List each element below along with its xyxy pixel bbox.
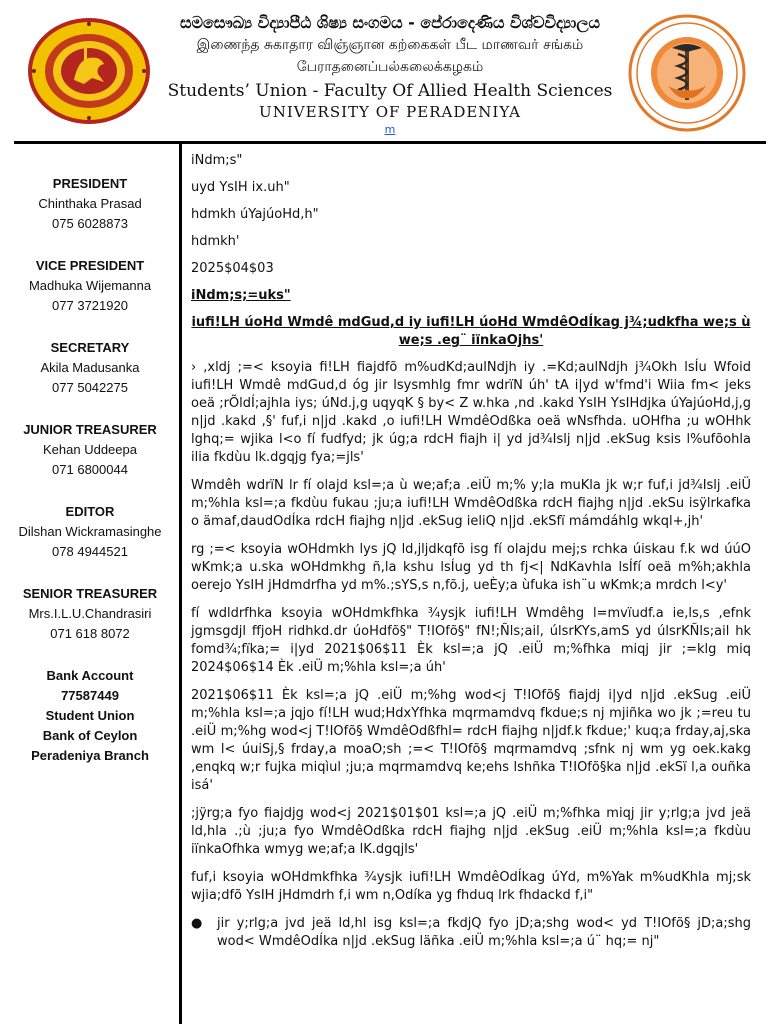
letterhead-link[interactable]: m (384, 123, 396, 136)
officer-name: Kehan Uddeepa (43, 442, 137, 457)
officer-role: PRESIDENT (52, 176, 128, 191)
list-item (191, 915, 751, 951)
list-item-text: jir y;rlg;a jvd jeä ld,hl isg ksl=;a fkdjQ fyo jD;a;shg wod< yd T!IOfõ§ jD;a;shg wod< WmdêOdÍka n|jd .ekSug läñka .eiÜ m;%hla ksl=;a ú¨ hq;= nj" (217, 916, 751, 949)
letterhead-titles (160, 12, 620, 138)
officer-role: EDITOR (65, 504, 115, 519)
body-paragraph: ;jÿrg;a fyo fiajdjg wod<j 2021$01$01 ksl=;a jQ .eiÜ m;%fhka miqj jir y;rlg;a jvd jeä ld,hla .;ù ;ju;a fyo WmdêOdßka rdcH fiajhg n|jd .ekSug .eiÜ m;%hla ksl=;a fkdùu iïnkaOfhka wmyg we;af;a lK.dgqjls' (191, 806, 751, 857)
officer-name: Dilshan Wickramasinghe (18, 524, 162, 539)
officer-role: JUNIOR TREASURER (23, 422, 157, 437)
officer-secretary (0, 338, 180, 398)
body-paragraph: Wmdêh wdrïN lr fí olajd ksl=;a ù we;af;a .eiÜ m;% y;la muKla jk w;r fuf,i jd¾Islj .eiÜ m;%hla ksl=;a fkdùu fukau ;ju;a iufi!LH WmdêOdßka rdcH fiajhg n|jd .ekSu isÿlrkafka o ämaf,daudOdÍka rdcH fiajhg n|jd .ekSug ieliQ n|jd .ekSfï mámdáhlg wkql+,jh' (191, 478, 751, 529)
address-line: iNdm;s" (191, 153, 243, 168)
body-paragraph: rg ;=< ksoyia wOHdmkh lys jQ ld,jljdkqfõ isg fí olajdu mej;s rchka úiskau f.k wd úúO wKmk;a u.ska wOHdmkhg ñ,la kshu lsÍug yd th fj<| NdKavhla lsÍfí oeä m%h;akhla oerejo YsIH jHdmdrfha yd m%.;sYS,s n,fõ.j, ueÈy;a ùfuka ish¨u wKmk;a mrdch l<y' (191, 542, 751, 593)
bank-account-details (0, 666, 180, 766)
bank-account-label: Bank Account (46, 668, 134, 683)
bank-account-number: 77587449 (61, 688, 119, 703)
body-paragraph: fí wdldrfhka ksoyia wOHdmkfhka ¾ysjk iufi!LH Wmdêhg l=mvïudf.a ie,ls,s ,efnk jgmsgdjl ffjoH ridhkd.dr úoHdfõ§" T!IOfõ§" fN!;Ñls;ail, úlsrKYs,amS yd úlsrKÑls;ail hk fomd¾;fïka;= i|yd 2021$06$11 Èk ksl=;a jQ .eiÜ m;%fhka miqj jir ;=klg miq 2024$06$14 Èk .eiÜ m;%hla ksl=;a úh' (191, 606, 751, 675)
body-paragraph: fuf,i ksoyia wOHdmkfhka ¾ysjk iufi!LH WmdêOdÍkag úYd, m%Yak m%udKhla mj;sk wjia;dfõ YsIH jHdmdrh f,i wm n,Odíka yg fhduq lrk fhdackd f,i" (191, 870, 751, 903)
officer-junior-treasurer (0, 420, 180, 480)
address-line: hdmkh' (191, 234, 240, 249)
header-divider (14, 141, 766, 144)
officer-phone: 071 618 8072 (50, 626, 130, 641)
bank-name: Bank of Ceylon (42, 728, 138, 743)
bank-branch: Peradeniya Branch (31, 748, 149, 763)
title-english-union: Students’ Union - Faculty Of Allied Health Sciences (167, 81, 613, 101)
officers-sidebar (0, 174, 180, 766)
officer-phone: 078 4944521 (52, 544, 128, 559)
salutation: iNdm;s;=uks" (191, 288, 291, 303)
address-line: hdmkh úYajúoHd,h" (191, 207, 319, 222)
officer-name: Madhuka Wijemanna (28, 278, 152, 293)
address-line: uyd YsIH ix.uh" (191, 180, 290, 195)
bank-account-name: Student Union (45, 708, 135, 723)
bullet-icon: ● (191, 916, 203, 931)
officer-president (0, 174, 180, 234)
letterhead (0, 0, 768, 140)
officer-editor (0, 502, 180, 562)
letter-body (191, 152, 751, 951)
officer-role: SENIOR TREASURER (22, 586, 158, 601)
body-paragraph: › ,xldj ;=< ksoyia fi!LH fiajdfõ m%udKd;aulNdjh iy .=Kd;aulNdjh j¾Okh lsÍu Wfoid iufi!LH Wmdê mdGud,d óg jir lsysmhlg fmr wdrïN úh' tA i|yd w'fmd'i Wiia fm< jeks oeä ;rÕldÍ;ajhla iys; úNd.j,g uqyqK § by< Z w.hka ,nd .kakd YsIH YsIHdjka úYajúoHd,j,g n|jd .kakd ,§' fuf,i n|jd .kakd ,o iufi!LH WmdêOdßka oeä wNsfhda. uOHfha ;u wOHhk lghq;= wjika l<o fí fudfyd; jk úg;a rdcH fiajh i| yd jd¾Islj n|jd .ekSug ksis l%ufõohla ilia fkdùu lk.dgqjg fya;=jls' (191, 360, 751, 465)
letter-heading: iufi!LH úoHd Wmdê mdGud,d iy iufi!LH úoHd WmdêOdÍkag j¾;udkfha we;s ù we;s .eg¨ iïnkaOjhs' (191, 315, 751, 348)
officer-phone: 075 6028873 (52, 216, 128, 231)
officer-name: Chinthaka Prasad (38, 196, 142, 211)
title-sinhala: සමසෞඛ්‍ය විද්‍යාපීඨ ශිෂ්‍ය සංගමය - පේරාදෙණිය විශ්වවිද්‍යාලය (179, 13, 601, 32)
officer-role: SECRETARY (50, 340, 130, 355)
officer-vice-president (0, 256, 180, 316)
title-english-university: UNIVERSITY OF PERADENIYA (259, 103, 521, 121)
officer-senior-treasurer (0, 584, 180, 644)
title-tamil-line-2: பேராதனைப்பல்கலைக்கழகம் (296, 59, 484, 75)
body-paragraph: 2021$06$11 Èk ksl=;a jQ .eiÜ m;%hg wod<j T!IOfõ§ fiajdj i|yd n|jd .ekSug .eiÜ m;%hla ksl=;a jqjo fí!LH wud;HdxYfhka mqrmamdvq fkdue;s nj mjiñka wo jk ;=reu tu .eiÜ m;%hg wod<j T!IOfõ§ WmdêOdßfhl= rdcH fiajhg n|jdf.k fkdue;' kuq;a frday,aj,ska wm l< úuiSj,§ frday,a moaO;sh ;=< T!IOfõ§ mqrmamdvq ;sfnk nj wm yg oek.kakg ,enqkq w;r fujka miqìul ;ju;a mqrmamdvq ke;ehs lshñka T!IOfõ§ka n|jd .ekSï l,a ouñka isá' (191, 688, 751, 793)
officer-phone: 077 5042275 (52, 380, 128, 395)
officer-phone: 077 3721920 (52, 298, 128, 313)
officer-name: Mrs.I.L.U.Chandrasiri (28, 606, 152, 621)
faculty-seal-logo (628, 14, 746, 132)
title-tamil-line-1: இணைந்த சுகாதார விஞ்ஞான கற்கைகள் பீட மாணவர் சங்கம் (196, 37, 584, 53)
letter-date: 2025$04$03 (191, 261, 274, 276)
officer-role: VICE PRESIDENT (35, 258, 145, 273)
university-crest-logo (26, 16, 152, 126)
officer-phone: 071 6800044 (52, 462, 128, 477)
officer-name: Akila Madusanka (40, 360, 140, 375)
